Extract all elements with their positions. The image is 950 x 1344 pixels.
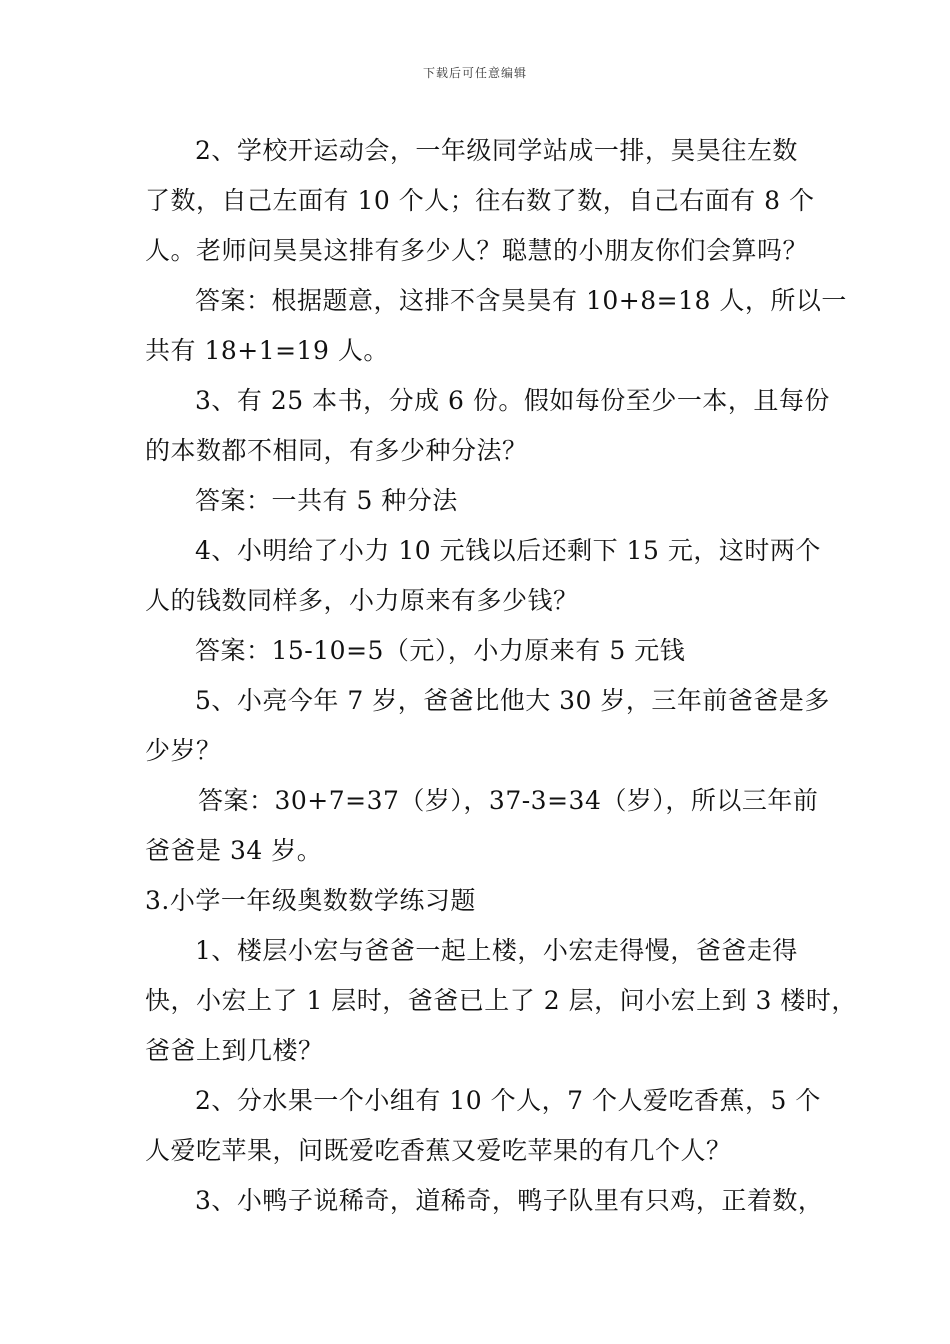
text-line: 人爱吃苹果，问既爱吃香蕉又爱吃苹果的有几个人？ <box>145 1136 732 1165</box>
text-line: 少岁？ <box>145 736 222 765</box>
text-line: 了数，自己左面有 10 个人；往右数了数，自己右面有 8 个 <box>145 186 815 215</box>
text-line: 1、楼层小宏与爸爸一起上楼，小宏走得慢，爸爸走得 <box>195 936 798 965</box>
text-line: 3、小鸭子说稀奇，道稀奇，鸭子队里有只鸡，正着数， <box>195 1186 824 1215</box>
text-line: 2、学校开运动会，一年级同学站成一排，昊昊往左数 <box>195 136 798 165</box>
text-line: 人。老师问昊昊这排有多少人？聪慧的小朋友你们会算吗？ <box>145 236 809 265</box>
section-heading: 3.小学一年级奥数数学练习题 <box>145 886 476 915</box>
answer-line: 共有 18+1=19 人。 <box>145 336 389 365</box>
answer-line: 答案：15-10=5（元），小力原来有 5 元钱 <box>195 636 686 665</box>
text-line: 快，小宏上了 1 层时，爸爸已上了 2 层，问小宏上到 3 楼时， <box>145 986 857 1015</box>
text-line: 5、小亮今年 7 岁，爸爸比他大 30 岁，三年前爸爸是多 <box>195 686 830 715</box>
answer-line: 答案：30+7=37（岁），37-3=34（岁），所以三年前 <box>198 786 819 815</box>
answer-line: 爸爸是 34 岁。 <box>145 836 323 865</box>
text-line: 3、有 25 本书，分成 6 份。假如每份至少一本，且每份 <box>195 386 830 415</box>
page-header: 下载后可任意编辑 <box>422 66 527 80</box>
text-line: 4、小明给了小力 10 元钱以后还剩下 15 元，这时两个 <box>195 536 821 565</box>
answer-line: 答案：根据题意，这排不含昊昊有 10+8=18 人，所以一 <box>195 286 847 315</box>
text-line: 2、分水果一个小组有 10 个人，7 个人爱吃香蕉，5 个 <box>195 1086 821 1115</box>
text-line: 的本数都不相同，有多少种分法？ <box>145 436 528 465</box>
text-line: 爸爸上到几楼？ <box>145 1036 324 1065</box>
answer-line: 答案：一共有 5 种分法 <box>195 486 458 515</box>
text-line: 人的钱数同样多，小力原来有多少钱？ <box>145 586 579 615</box>
